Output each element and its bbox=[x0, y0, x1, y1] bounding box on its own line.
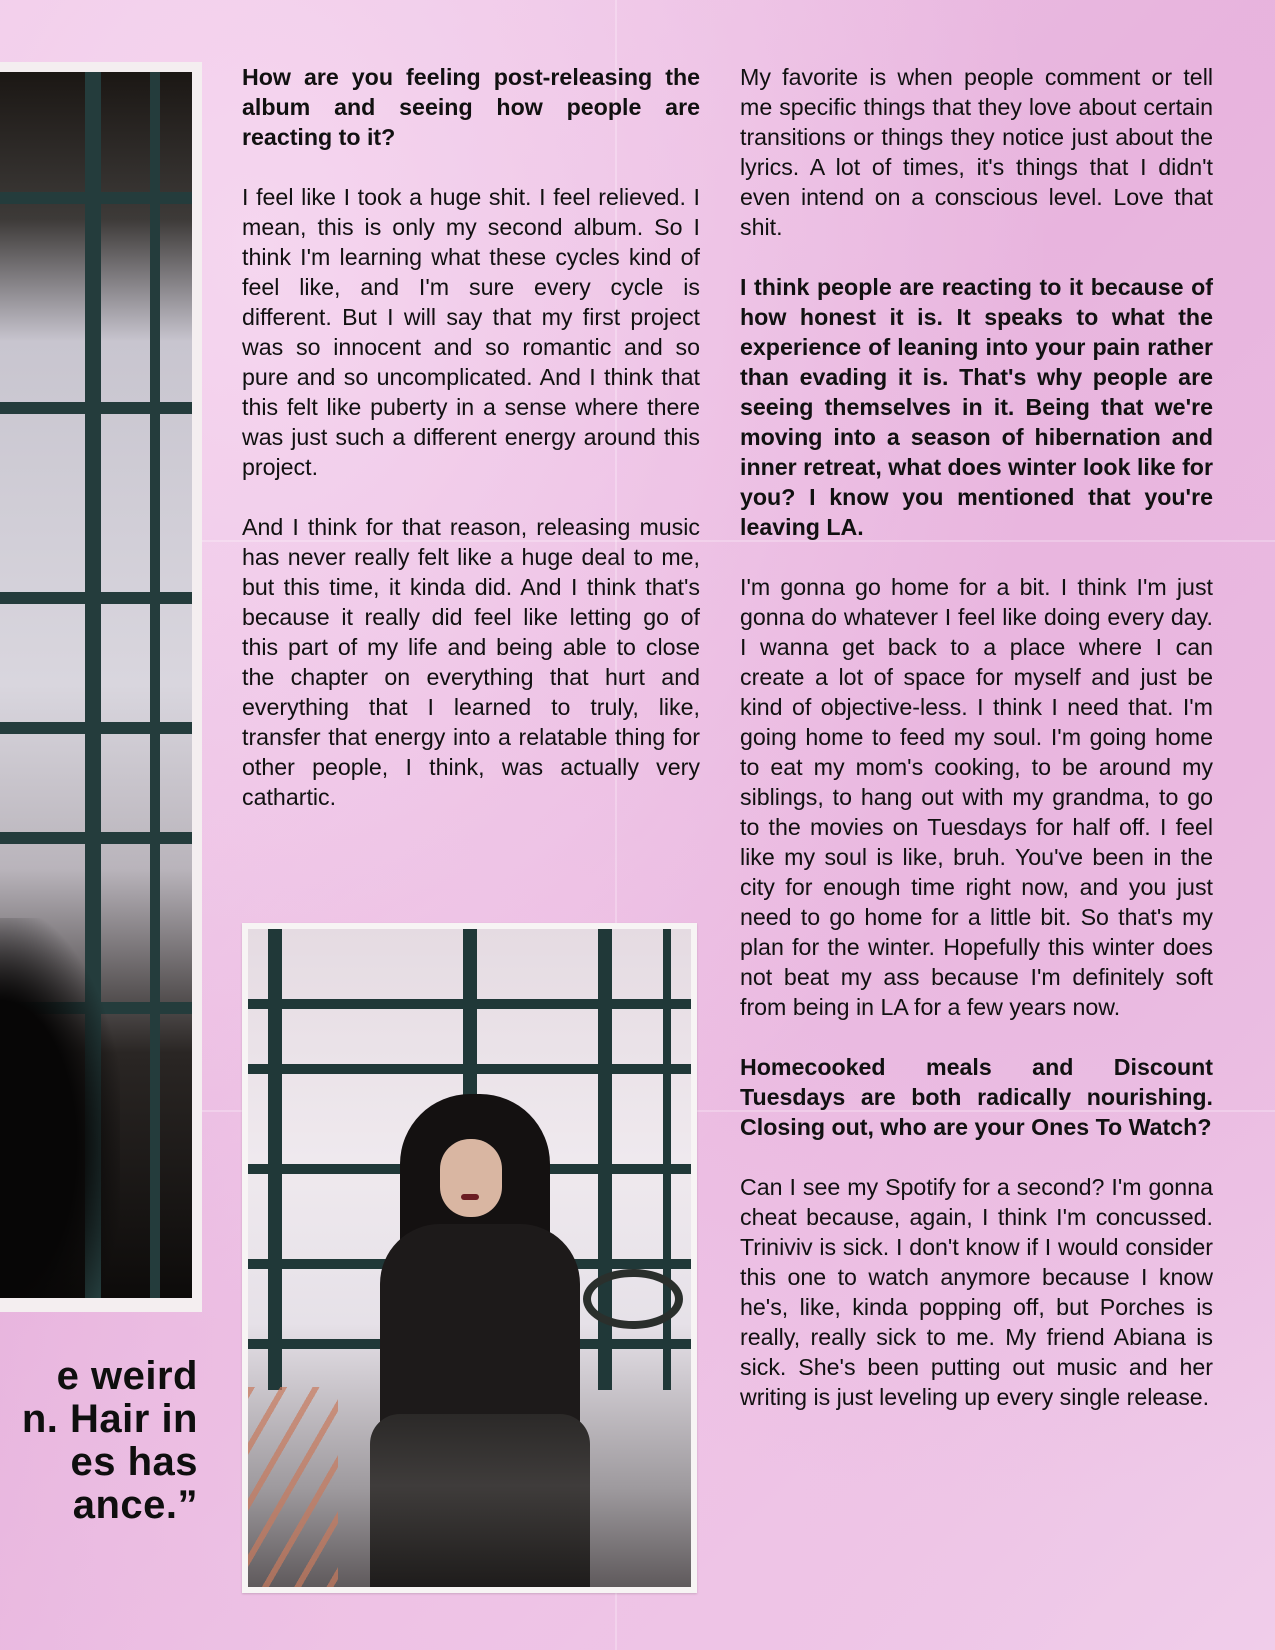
portrait-photo bbox=[242, 923, 697, 1593]
text-column-left bbox=[242, 62, 700, 842]
interview-answer: My favorite is when people comment or tell me specific things that they love about certain transitions or things they notice just about the lyrics. A lot of times, it's things that I didn't even intend on a conscious level. Love that shit. bbox=[740, 64, 1213, 240]
pull-quote: e weird n. Hair in es has ance.” bbox=[21, 1354, 198, 1527]
window-frame bbox=[0, 832, 192, 844]
window-frame bbox=[248, 999, 691, 1009]
interview-answer: Can I see my Spotify for a second? I'm gonna cheat because, again, I think I'm concussed. Triniviv is sick. I don't know if I would consider this one to watch anymore because I know he's, like, kinda popping off, but Porches is really, really sick to me. My friend Abiana is sick. She's been putting out music and her writing is just leveling up every single release. bbox=[740, 1174, 1213, 1410]
portrait-photo-image bbox=[248, 929, 691, 1587]
ladder bbox=[248, 1387, 338, 1587]
interview-question: How are you feeling post-releasing the album and seeing how people are reacting to it? bbox=[242, 64, 700, 150]
interview-question: Homecooked meals and Discount Tuesdays are both radically nourishing. Closing out, who are your Ones To Watch? bbox=[740, 1054, 1213, 1140]
subject-lips bbox=[461, 1194, 479, 1200]
window-frame bbox=[0, 402, 192, 414]
subject-skirt bbox=[370, 1414, 590, 1587]
window-frame bbox=[0, 722, 192, 734]
interview-question: I think people are reacting to it because of how honest it is. It speaks to what the experience of leaning into your pain rather than evading it is. That's why people are seeing themselves in it. Being that we're moving into a season of hibernation and inner retreat, what does winter look like for you? I know you mentioned that you're leaving LA. bbox=[740, 274, 1213, 540]
window-frame bbox=[0, 592, 192, 604]
window-frame bbox=[0, 192, 192, 204]
window-frame bbox=[150, 72, 160, 1298]
left-photo bbox=[0, 62, 202, 1312]
left-photo-image bbox=[0, 72, 192, 1298]
window-frame bbox=[248, 1064, 691, 1074]
interview-answer: I feel like I took a huge shit. I feel relieved. I mean, this is only my second album. So I think I'm learning what these cycles kind of feel like, and I'm sure every cycle is different. But I will say that my first project was so innocent and so romantic and so pure and so uncomplicated. And I think that this felt like puberty in a sense where there was just such a different energy around this project. bbox=[242, 184, 700, 480]
portrait-subject bbox=[360, 1094, 600, 1587]
interview-answer: And I think for that reason, releasing music has never really felt like a huge deal to me, but this time, it kinda did. And I think that's because it really did feel like letting go of this part of my life and being able to close the chapter on everything that hurt and everything that I learned to truly, like, transfer that energy into a relatable thing for other people, I think, was actually very cathartic. bbox=[242, 514, 700, 810]
figure-shadow bbox=[0, 918, 120, 1298]
interview-answer: I'm gonna go home for a bit. I think I'm just gonna do whatever I feel like doing every day. I wanna get back to a place where I can create a lot of space for myself and just be kind of objective-less. I think I need that. I'm going home to feed my soul. I'm going home to eat my mom's cooking, to be around my siblings, to hang out with my grandma, to go to the movies on Tuesdays for half off. I feel like my soul is like, bruh. You've been in the city for enough time right now, and you just need to go home for a little bit. So that's my plan for the winter. Hopefully this winter does not beat my ass because I'm definitely soft from being in LA for a few years now. bbox=[740, 574, 1213, 1020]
subject-face bbox=[440, 1139, 502, 1217]
text-column-right bbox=[740, 62, 1213, 1442]
